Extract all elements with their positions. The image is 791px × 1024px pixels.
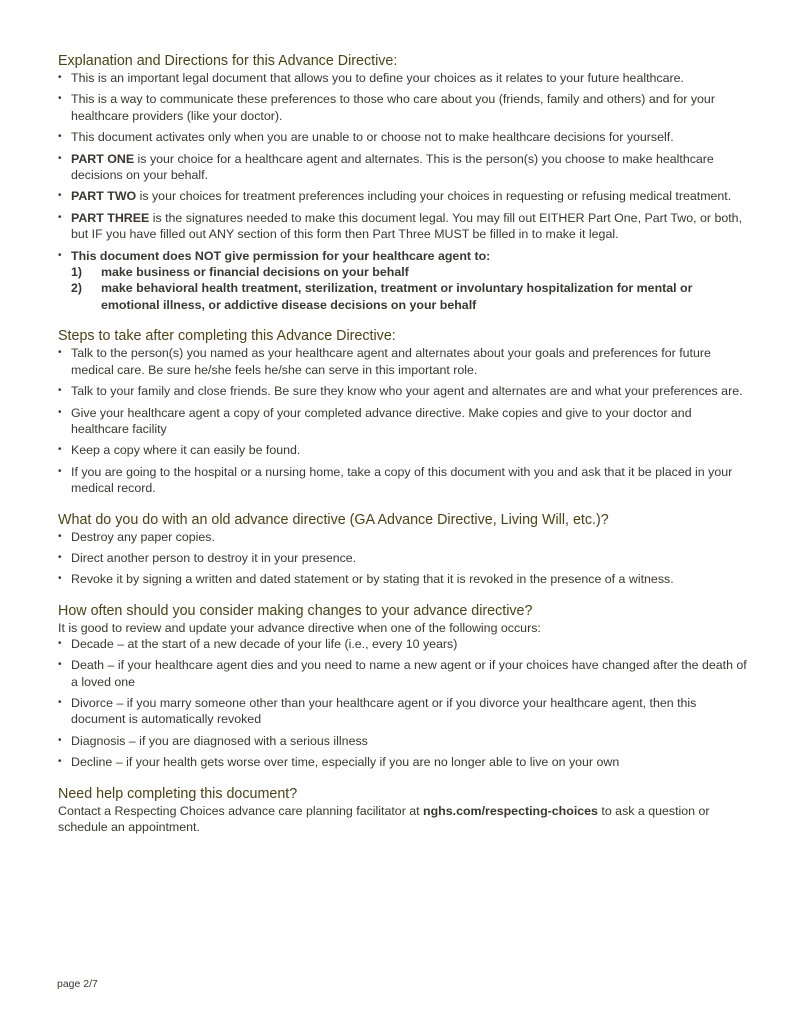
bullet-icon: • — [58, 637, 62, 649]
list-item: • Revoke it by signing a written and dated statement or by stating that it is revoked in the presence of a witness. — [58, 572, 674, 587]
document-page — [58, 52, 748, 835]
list-item: • PART ONE is your choice for a healthcare agent and alternates. This is the person(s) you choose to make healthcare decisions on your behalf. — [58, 151, 714, 183]
bullet-icon: • — [58, 551, 62, 563]
permission-note: This document does NOT give permission for your healthcare agent to: — [71, 248, 491, 263]
bullet-icon: • — [58, 211, 62, 223]
list-item: • PART THREE is the signatures needed to make this document legal. You may fill out EITHER Part One, Part Two, or both, but IF you have filled out ANY section of this form then Part Three MUST be filled in to make it legal. — [58, 210, 743, 242]
list-item: • This is an important legal document that allows you to define your choices as it relates to your future healthcare. — [58, 71, 684, 85]
changes-intro: It is good to review and update your advance directive when one of the following occurs: — [58, 620, 541, 635]
bullet-icon: • — [58, 347, 62, 359]
bullet-icon: • — [58, 756, 62, 768]
old-directive-section — [58, 511, 748, 588]
part-two-label: PART TWO — [71, 189, 137, 204]
bullet-icon: • — [58, 444, 62, 456]
list-item: • Death – if your healthcare agent dies and you need to name a new agent or if your choices have changed after the death of a loved one — [58, 658, 747, 689]
list-item: • Diagnosis – if you are diagnosed with a serious illness — [58, 733, 368, 748]
changes-section — [58, 602, 748, 771]
page-number: page 2/7 — [57, 978, 98, 990]
permission-exclusions — [71, 264, 748, 313]
list-item: • Talk to your family and close friends. Be sure they know who your agent and alternates are and what your preferences are. — [58, 384, 743, 399]
list-item: • Decline – if your health gets worse over time, especially if you are no longer able to live on your own — [58, 755, 620, 770]
bullet-icon: • — [58, 530, 62, 542]
help-section — [58, 785, 748, 836]
list-item — [58, 248, 748, 314]
bullet-icon: • — [58, 734, 62, 746]
steps-list — [58, 345, 748, 496]
part-one-label: PART ONE — [71, 151, 135, 166]
respecting-choices-link[interactable]: nghs.com/respecting-choices — [423, 803, 598, 818]
bullet-icon: • — [58, 696, 62, 708]
part-three-label: PART THREE — [71, 210, 150, 225]
list-item: • Divorce – if you marry someone other than your healthcare agent or if you divorce your healthcare agent, then this document is automatically revoked — [58, 695, 697, 727]
bullet-icon: • — [58, 406, 62, 418]
explanation-list — [58, 70, 748, 313]
sub-list-item: 2) make behavioral health treatment, sterilization, treatment or involuntary hospitalization for mental or emotional illness, or addictive disease decisions on your behalf — [71, 281, 693, 312]
help-heading: Need help completing this document? — [58, 785, 298, 802]
list-item: • This is a way to communicate these preferences to those who care about you (friends, family and others) and for your healthcare providers (like your doctor). — [58, 92, 715, 123]
list-item: • This document activates only when you are unable to or choose not to make healthcare decisions for yourself. — [58, 130, 674, 145]
list-item: • Keep a copy where it can easily be found. — [58, 443, 301, 458]
bullet-icon: • — [58, 659, 62, 671]
bullet-icon: • — [58, 249, 62, 261]
bullet-icon: • — [58, 465, 62, 477]
explanation-heading: Explanation and Directions for this Advance Directive: — [58, 53, 398, 69]
bullet-icon: • — [58, 131, 62, 143]
sub-list-item: 1) make business or financial decisions on your behalf — [71, 265, 409, 280]
list-item: • Talk to the person(s) you named as your healthcare agent and alternates about your goals and preferences for future medical care. Be sure he/she feels he/she can serve in this important role. — [58, 346, 711, 377]
bullet-icon: • — [58, 93, 62, 105]
old-directive-heading: What do you do with an old advance directive (GA Advance Directive, Living Will, etc.)? — [58, 511, 609, 528]
old-directive-list — [58, 529, 748, 588]
bullet-icon: • — [58, 72, 62, 83]
changes-heading: How often should you consider making changes to your advance directive? — [58, 602, 533, 619]
list-item: • If you are going to the hospital or a nursing home, take a copy of this document with you and ask that it be placed in your medical record. — [58, 464, 733, 496]
list-item: • Decade – at the start of a new decade of your life (i.e., every 10 years) — [58, 636, 458, 651]
steps-section — [58, 327, 748, 496]
steps-heading: Steps to take after completing this Advance Directive: — [58, 328, 396, 345]
bullet-icon: • — [58, 152, 62, 164]
help-text: Contact a Respecting Choices advance care planning facilitator at nghs.com/respecting-choices to ask a question or schedule an appointment. — [58, 803, 710, 834]
list-item: • Direct another person to destroy it in your presence. — [58, 550, 357, 565]
list-item: • PART TWO is your choices for treatment preferences including your choices in requesting or refusing medical treatment. — [58, 189, 732, 204]
bullet-icon: • — [58, 385, 62, 397]
explanation-section — [58, 52, 748, 313]
changes-list — [58, 636, 748, 771]
bullet-icon: • — [58, 190, 62, 202]
bullet-icon: • — [58, 573, 62, 585]
list-item: • Give your healthcare agent a copy of your completed advance directive. Make copies and give to your doctor and healthcare facility — [58, 405, 692, 436]
list-item: • Destroy any paper copies. — [58, 529, 215, 544]
